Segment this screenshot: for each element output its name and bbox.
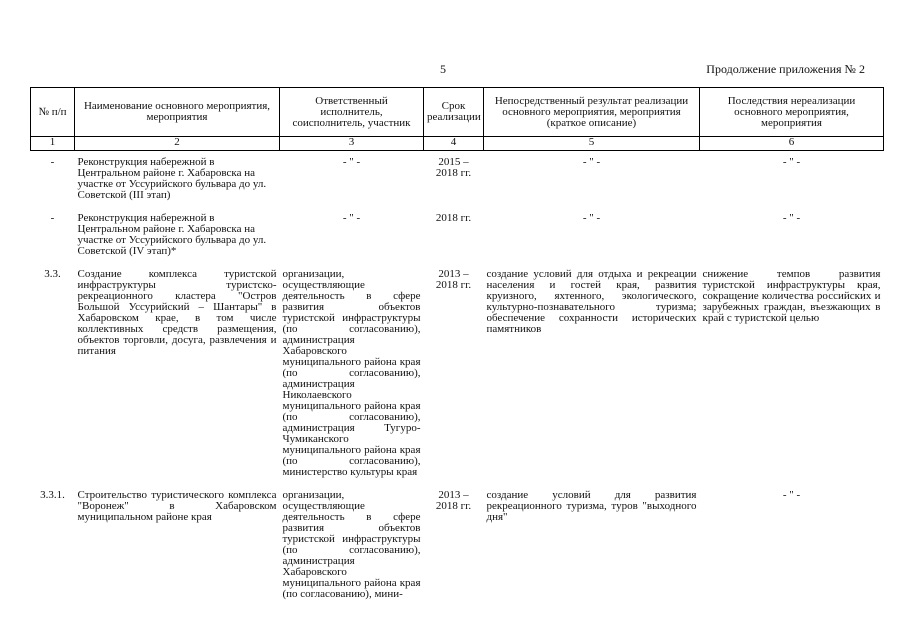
row-consequence: снижение темпов развития туристской инфраструктуры края, сокращение количества российских и зарубежных граждан, въезжающих в край с туристской целью [702, 268, 881, 324]
table-row [31, 263, 884, 484]
col-number: 4 [424, 137, 484, 151]
col-number: 6 [700, 137, 884, 151]
row-executor: организации, осуществляющие деятельность в сфере развития объектов туристской инфраструктуры (по согласованию), администрация Хабаровского муниципального района края (по согласованию), мини- [282, 489, 421, 600]
row-num: - [50, 212, 55, 224]
col-header-executor: Ответственный исполнитель, соисполнитель, участник [280, 88, 424, 137]
row-result: - " - [582, 156, 601, 168]
col-number: 3 [280, 137, 424, 151]
row-term: 2013 – 2018 гг. [435, 489, 472, 512]
row-term: 2015 – 2018 гг. [435, 156, 472, 179]
row-num: 3.3.1. [40, 489, 65, 501]
row-term: 2018 гг. [435, 212, 472, 224]
col-header-name: Наименование основного мероприятия, мероприятия [75, 88, 280, 137]
row-name: Реконструкция набережной в Центральном районе г. Хабаровска на участке от Уссурийского бульвара до ул. Советской (IV этап)* [77, 212, 267, 257]
row-consequence: - " - [782, 212, 801, 224]
col-number: 2 [75, 137, 280, 151]
table-row [31, 207, 884, 263]
continuation-label: Продолжение приложения № 2 [706, 62, 865, 76]
activities-table [30, 87, 884, 606]
page-number: 5 [440, 62, 446, 76]
row-num: - [50, 156, 55, 168]
row-result: создание условий для отдыха и рекреации населения и гостей края, развития круизного, яхтенного, экологического, культурно-познавательного туризма; обеспечение сохранности исторических памятников [486, 268, 697, 335]
col-header-term: Срок реализации [424, 88, 484, 137]
col-number: 1 [31, 137, 75, 151]
col-header-result: Непосредственный результат реализации основного мероприятия, мероприятия (краткое описание) [484, 88, 700, 137]
row-consequence: - " - [782, 489, 801, 501]
table-row [31, 484, 884, 606]
row-executor: организации, осуществляющие деятельность в сфере развития объектов туристской инфраструктуры (по согласованию), администрация Хабаровского муниципального района края (по согласованию), администрация Николаевского муниципального района края (по согласованию), администрация Тугуро-Чумиканского муниципального района края (по согласованию), министерство культуры края [282, 268, 421, 478]
row-name: Строительство туристического комплекса "Воронеж" в Хабаровском муниципальном районе края [77, 489, 277, 523]
column-numbers-row [31, 137, 884, 151]
col-header-consequence: Последствия нереализации основного мероприятия, мероприятия [700, 88, 884, 137]
row-num: 3.3. [44, 268, 61, 280]
table-header-row [31, 88, 884, 137]
row-name: Реконструкция набережной в Центральном районе г. Хабаровска на участке от Уссурийского бульвара до ул. Советской (III этап) [77, 156, 267, 201]
row-executor: - " - [342, 156, 361, 168]
row-name: Создание комплекса туристской инфраструктуры туристско-рекреационного кластера "Остров Большой Уссурийский – Шантары" в Хабаровском крае, в том числе коллективных средств размещения, объектов торговли, досуга, развлечения и питания [77, 268, 277, 357]
table-row [31, 151, 884, 208]
col-number: 5 [484, 137, 700, 151]
row-consequence: - " - [782, 156, 801, 168]
row-result: создание условий для развития рекреационного туризма, туров "выходного дня" [486, 489, 697, 523]
row-result: - " - [582, 212, 601, 224]
row-term: 2013 – 2018 гг. [435, 268, 472, 291]
col-header-num: № п/п [31, 88, 75, 137]
row-executor: - " - [342, 212, 361, 224]
